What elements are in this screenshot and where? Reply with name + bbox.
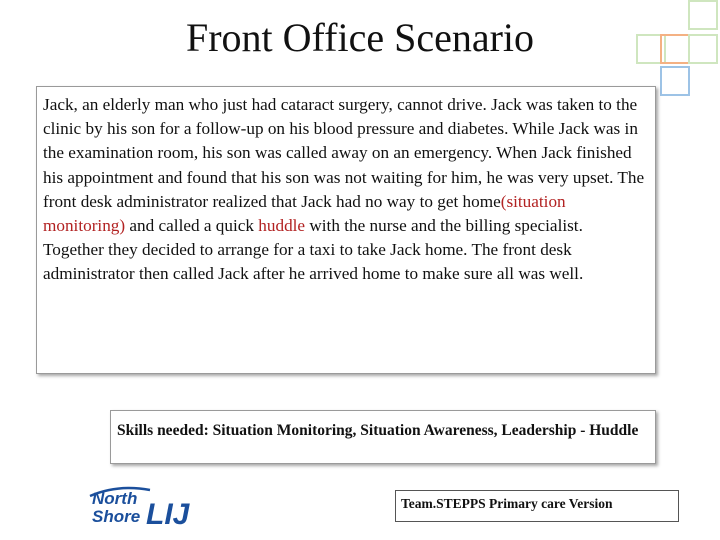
skills-box xyxy=(110,410,656,464)
north-shore-lij-logo xyxy=(88,482,218,532)
scenario-text-part: with the nurse and the billing specialist. Together they decided to arrange for a taxi to take Jack home. The front desk administrator then called Jack after he arrived home to make sure all was well. xyxy=(43,216,584,284)
scenario-text-part: Jack, an elderly man who just had cataract surgery, cannot drive. Jack was taken to the clinic by his son for a follow-up on his blood pressure and diabetes. While Jack was in the examination room, his son was called away on an emergency. When Jack finished his appointment and found that his son was not waiting for him, he was very upset. The front desk administrator realized that Jack had no way to get home xyxy=(43,95,645,211)
logo-north: North xyxy=(92,489,138,508)
highlight-situation-monitoring: (situation monitoring) xyxy=(43,191,566,236)
version-box xyxy=(395,490,679,522)
scenario-text xyxy=(43,93,647,287)
decor-square xyxy=(688,0,718,30)
decor-square xyxy=(660,34,690,64)
scenario-text-part: and called a quick xyxy=(125,216,259,236)
decor-square xyxy=(660,66,690,96)
slide-title: Front Office Scenario xyxy=(185,15,535,60)
decor-square xyxy=(688,34,718,64)
version-label: Team.STEPPS Primary care Version xyxy=(401,496,613,511)
logo-lij: LIJ xyxy=(146,498,190,531)
logo-shore: Shore xyxy=(92,507,141,526)
highlight-huddle: huddle xyxy=(258,216,306,236)
skills-text: Skills needed: Situation Monitoring, Situation Awareness, Leadership - Huddle xyxy=(117,422,639,439)
decorative-squares xyxy=(600,0,720,100)
scenario-box xyxy=(36,86,656,374)
